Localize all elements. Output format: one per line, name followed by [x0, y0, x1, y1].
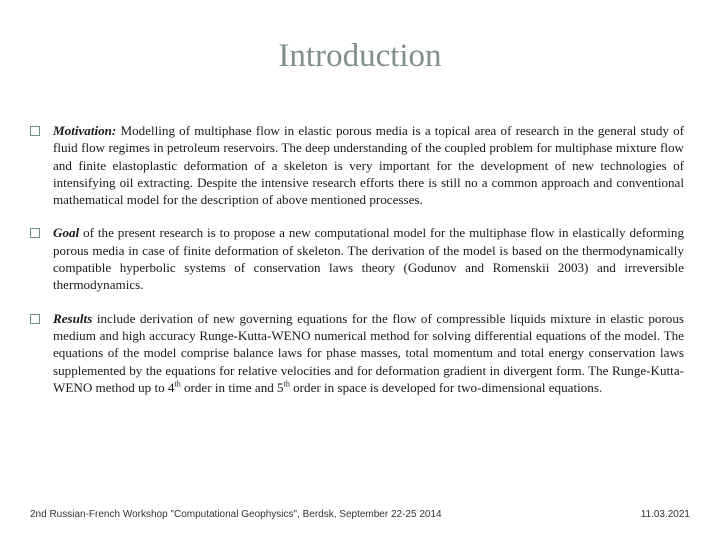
item-lead: Motivation: [53, 123, 117, 138]
item-text: Modelling of multiphase flow in elastic porous media is a topical area of research in the general study of fluid flow regimes in petroleum reservoirs. The deep understanding of the coupled problem for multiphase mixture flow and finite elastoplastic deformation of a skeleton is very important for the development of new technologies of intensifying oil extracting. Despite the intensive research efforts there is still no a common approach and conventional mathematical model for the description of above mentioned processes. [53, 123, 684, 208]
item-lead: Goal [53, 225, 80, 241]
bullet-list [30, 122, 684, 412]
item-text: order in time and 5 [180, 379, 284, 395]
square-bullet-icon [30, 314, 40, 324]
superscript: th [283, 379, 290, 389]
item-text: of the present research is to propose a new computational model for the multiphase flow in elastically deforming porous media in case of finite deformation of skeleton. The derivation of the model is based on the thermodynamically compatible hyperbolic systems of conservation laws theory (Godunov and Romenskii 2003) and irreversible thermodynamics. [53, 225, 684, 293]
list-item-motivation [30, 122, 684, 208]
slide-title: Introduction [278, 38, 442, 74]
square-bullet-icon [30, 228, 40, 238]
footer-workshop: 2nd Russian-French Workshop "Computational Geophysics", Berdsk, September 22-25 2014 [30, 509, 442, 520]
item-lead: Results [53, 310, 93, 326]
item-text: order in space is developed for two-dimensional equations. [289, 379, 603, 395]
list-item-goal [30, 224, 684, 293]
item-text: include derivation of new governing equations for the flow of compressible liquids mixture in elastic porous medium and high accuracy Runge-Kutta-WENO numerical method for solving differential equations of the model. The equations of the model comprise balance laws for phase masses, total momentum and total energy conservation laws supplemented by the equations for relative velocities and for deformation gradient in divergent form. The Runge-Kutta-WENO method up to 4 [53, 310, 684, 395]
list-item-results [30, 310, 684, 396]
footer-date: 11.03.2021 [640, 509, 690, 520]
superscript: th [174, 379, 181, 389]
square-bullet-icon [30, 126, 40, 136]
